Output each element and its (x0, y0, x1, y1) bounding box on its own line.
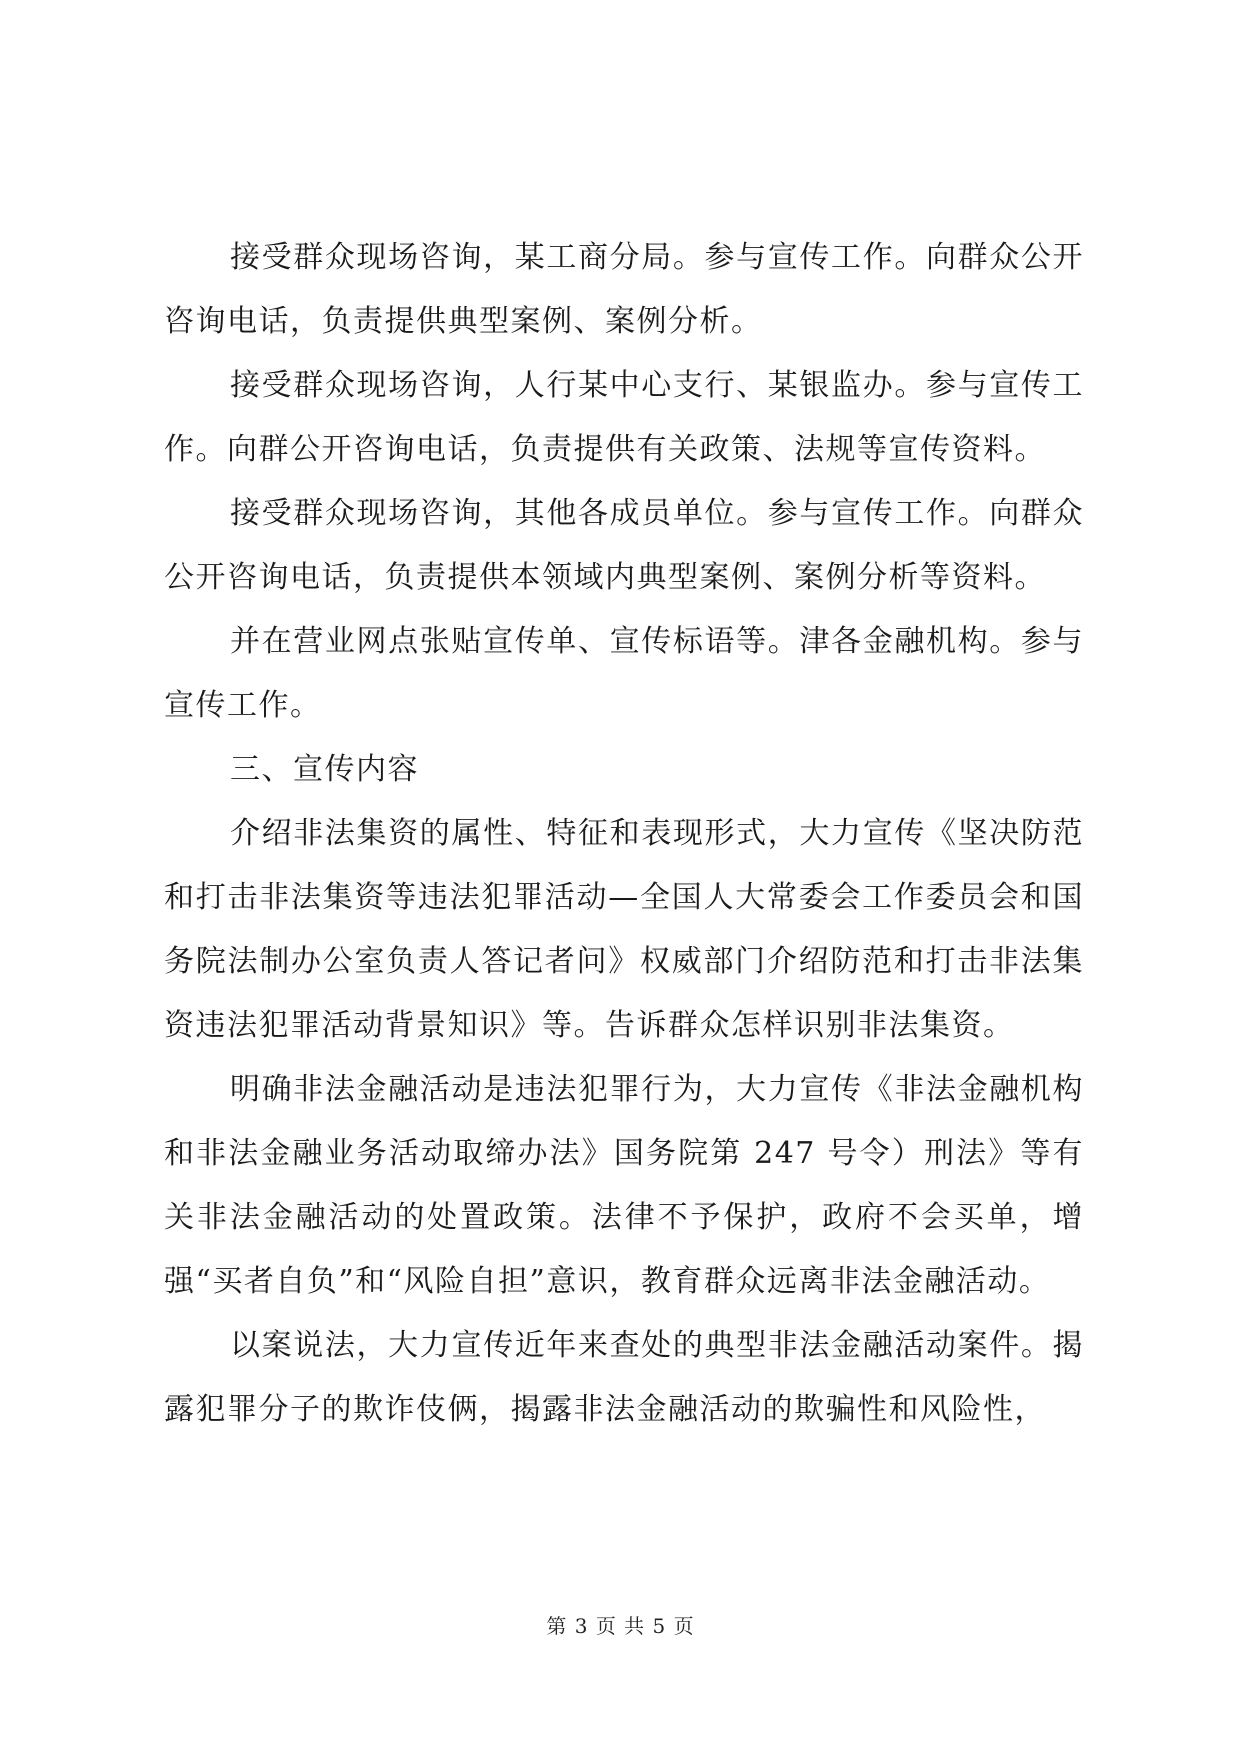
paragraph: 以案说法，大力宣传近年来查处的典型非法金融活动案件。揭露犯罪分子的欺诈伎俩，揭露非法金融活动的欺骗性和风险性， (164, 1328, 1084, 1427)
paragraph: 接受群众现场咨询，人行某中心支行、某银监办。参与宣传工作。向群公开咨询电话，负责提供有关政策、法规等宣传资料。 (164, 368, 1084, 467)
paragraph: 介绍非法集资的属性、特征和表现形式，大力宣传《坚决防范和打击非法集资等违法犯罪活动—全国人大常委会工作委员会和国务院法制办公室负责人答记者问》权威部门介绍防范和打击非法集资违法犯罪活动背景知识》等。告诉群众怎样识别非法集资。 (164, 816, 1084, 1043)
section-heading: 三、宣传内容 (230, 752, 419, 787)
paragraph: 接受群众现场咨询，某工商分局。参与宣传工作。向群众公开咨询电话，负责提供典型案例、案例分析。 (164, 240, 1084, 339)
page-number-footer: 第 3 页 共 5 页 (546, 1614, 695, 1638)
document-body (164, 226, 1084, 1442)
paragraph: 接受群众现场咨询，其他各成员单位。参与宣传工作。向群众公开咨询电话，负责提供本领域内典型案例、案例分析等资料。 (164, 496, 1084, 595)
paragraph: 明确非法金融活动是违法犯罪行为，大力宣传《非法金融机构和非法金融业务活动取缔办法》国务院第 247 号令）刑法》等有关非法金融活动的处置政策。法律不予保护，政府不会买单，增强“买者自负”和“风险自担”意识，教育群众远离非法金融活动。 (164, 1072, 1084, 1299)
paragraph: 并在营业网点张贴宣传单、宣传标语等。津各金融机构。参与宣传工作。 (164, 624, 1084, 723)
